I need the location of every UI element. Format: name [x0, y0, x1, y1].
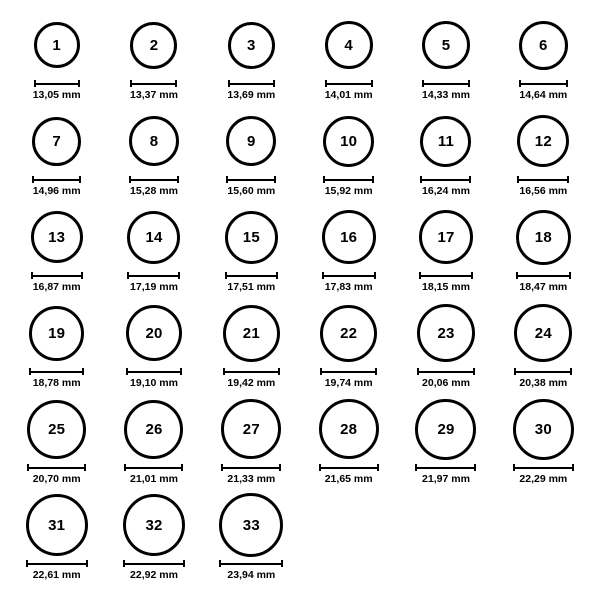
ring-size-cell [203, 110, 300, 206]
ring-circle-icon [130, 22, 177, 69]
ring-size-number: 29 [437, 420, 455, 438]
ring-circle-wrap [32, 110, 81, 172]
ring-circle-wrap [516, 206, 571, 268]
ring-dimension [323, 176, 374, 197]
ring-size-cell [397, 302, 494, 398]
diameter-label: 17,51 mm [227, 281, 276, 293]
ring-circle-wrap [422, 14, 470, 76]
ring-circle-wrap [513, 398, 574, 460]
ring-size-cell [495, 110, 592, 206]
ring-circle-icon [415, 399, 476, 460]
ring-circle-icon [221, 399, 281, 459]
ring-size-cell [495, 14, 592, 110]
diameter-label: 19,42 mm [227, 377, 276, 389]
ring-circle-wrap [27, 398, 86, 460]
dimension-arrow-icon [415, 464, 476, 471]
ring-size-cell [300, 302, 397, 398]
ring-size-number: 9 [247, 132, 256, 150]
ring-circle-wrap [26, 494, 88, 556]
dimension-arrow-icon [34, 80, 80, 87]
ring-dimension [419, 272, 473, 293]
ring-dimension [124, 464, 183, 485]
dimension-arrow-icon [419, 272, 473, 279]
ring-size-cell [203, 302, 300, 398]
ring-size-number: 32 [145, 516, 163, 534]
dimension-arrow-icon [124, 464, 183, 471]
ring-size-number: 6 [539, 36, 548, 54]
ring-size-number: 11 [437, 132, 455, 150]
ring-size-cell [300, 110, 397, 206]
ring-circle-icon [422, 21, 470, 69]
diameter-label: 14,01 mm [324, 89, 373, 101]
ring-size-cell [8, 494, 105, 590]
dimension-arrow-icon [29, 368, 84, 375]
ring-size-number: 27 [242, 420, 260, 438]
diameter-label: 17,19 mm [130, 281, 178, 293]
ring-dimension [320, 368, 377, 389]
ring-size-cell [397, 206, 494, 302]
ring-circle-wrap [129, 110, 179, 172]
ring-dimension [123, 560, 185, 581]
diameter-label: 18,78 mm [32, 377, 81, 389]
ring-size-cell [203, 206, 300, 302]
diameter-label: 14,96 mm [32, 185, 81, 197]
dimension-arrow-icon [320, 368, 377, 375]
ring-circle-icon [29, 306, 84, 361]
ring-circle-icon [26, 494, 88, 556]
diameter-label: 13,69 mm [227, 89, 276, 101]
ring-circle-wrap [127, 206, 180, 268]
diameter-label: 21,01 mm [130, 473, 178, 485]
dimension-arrow-icon [31, 272, 83, 279]
ring-circle-icon [126, 305, 182, 361]
ring-circle-wrap [130, 14, 177, 76]
ring-size-cell [397, 14, 494, 110]
ring-dimension [517, 176, 569, 197]
dimension-arrow-icon [325, 80, 373, 87]
ring-size-number: 1 [52, 36, 61, 54]
ring-dimension [127, 272, 180, 293]
dimension-arrow-icon [519, 80, 568, 87]
ring-size-number: 5 [441, 36, 451, 54]
diameter-label: 15,60 mm [227, 185, 276, 197]
ring-size-cell [203, 494, 300, 590]
ring-circle-wrap [31, 206, 83, 268]
ring-size-cell [397, 110, 494, 206]
dimension-arrow-icon [126, 368, 182, 375]
ring-circle-icon [225, 211, 278, 264]
diameter-label: 16,87 mm [32, 281, 81, 293]
ring-grid [8, 14, 592, 590]
ring-size-number: 14 [145, 228, 163, 246]
ring-size-number: 30 [534, 420, 552, 438]
ring-circle-icon [517, 115, 569, 167]
ring-dimension [226, 176, 276, 197]
ring-circle-icon [419, 210, 473, 264]
diameter-label: 22,92 mm [130, 569, 178, 581]
dimension-arrow-icon [26, 560, 88, 567]
diameter-label: 17,83 mm [324, 281, 373, 293]
ring-size-number: 24 [534, 324, 552, 342]
ring-circle-icon [129, 116, 179, 166]
ring-dimension [29, 368, 84, 389]
ring-size-cell [203, 398, 300, 494]
ring-size-number: 15 [242, 228, 260, 246]
diameter-label: 21,97 mm [422, 473, 470, 485]
ring-dimension [322, 272, 376, 293]
ring-circle-wrap [228, 14, 275, 76]
dimension-arrow-icon [422, 80, 470, 87]
dimension-arrow-icon [219, 560, 283, 567]
ring-dimension [32, 176, 81, 197]
diameter-label: 16,24 mm [422, 185, 470, 197]
ring-dimension [422, 80, 470, 101]
ring-dimension [27, 464, 86, 485]
diameter-label: 18,15 mm [422, 281, 470, 293]
ring-size-number: 4 [344, 36, 353, 54]
dimension-arrow-icon [513, 464, 574, 471]
diameter-label: 14,33 mm [422, 89, 470, 101]
ring-circle-icon [226, 116, 276, 166]
dimension-arrow-icon [223, 368, 280, 375]
diameter-label: 13,05 mm [32, 89, 81, 101]
ring-size-number: 3 [247, 36, 256, 54]
ring-size-cell [8, 302, 105, 398]
ring-circle-icon [513, 399, 574, 460]
ring-circle-wrap [223, 302, 280, 364]
diameter-label: 18,47 mm [519, 281, 568, 293]
diameter-label: 13,37 mm [130, 89, 178, 101]
ring-circle-wrap [322, 206, 376, 268]
ring-circle-wrap [519, 14, 568, 76]
ring-size-number: 8 [149, 132, 159, 150]
ring-circle-wrap [123, 494, 185, 556]
ring-dimension [420, 176, 471, 197]
ring-circle-wrap [226, 110, 276, 172]
ring-circle-icon [325, 21, 373, 69]
dimension-arrow-icon [130, 80, 177, 87]
ring-size-cell [8, 14, 105, 110]
diameter-label: 20,70 mm [32, 473, 81, 485]
ring-size-number: 26 [145, 420, 163, 438]
ring-size-number: 16 [340, 228, 358, 246]
diameter-label: 20,38 mm [519, 377, 568, 389]
ring-dimension [514, 368, 572, 389]
dimension-arrow-icon [323, 176, 374, 183]
ring-size-cell [300, 14, 397, 110]
ring-dimension [225, 272, 278, 293]
ring-dimension [223, 368, 280, 389]
ring-size-number: 12 [534, 132, 552, 150]
ring-size-cell [300, 398, 397, 494]
diameter-label: 14,64 mm [519, 89, 568, 101]
ring-circle-icon [516, 210, 571, 265]
ring-circle-wrap [517, 110, 569, 172]
ring-circle-icon [322, 210, 376, 264]
ring-size-cell [495, 206, 592, 302]
ring-circle-wrap [419, 206, 473, 268]
ring-circle-icon [31, 211, 83, 263]
ring-dimension [325, 80, 373, 101]
ring-circle-wrap [323, 110, 374, 172]
dimension-arrow-icon [319, 464, 379, 471]
ring-circle-icon [124, 400, 183, 459]
ring-dimension [417, 368, 475, 389]
dimension-arrow-icon [417, 368, 475, 375]
diameter-label: 22,61 mm [32, 569, 81, 581]
ring-size-number: 21 [242, 324, 260, 342]
ring-size-cell [203, 14, 300, 110]
ring-circle-wrap [420, 110, 471, 172]
diameter-label: 22,29 mm [519, 473, 568, 485]
dimension-arrow-icon [322, 272, 376, 279]
ring-size-cell [300, 206, 397, 302]
ring-circle-wrap [34, 14, 80, 76]
ring-circle-icon [27, 400, 86, 459]
dimension-arrow-icon [127, 272, 180, 279]
ring-size-number: 19 [48, 324, 66, 342]
ring-circle-wrap [415, 398, 476, 460]
ring-dimension [513, 464, 574, 485]
ring-dimension [516, 272, 571, 293]
ring-circle-icon [519, 21, 568, 70]
ring-circle-wrap [219, 494, 283, 556]
ring-circle-icon [223, 305, 280, 362]
ring-size-number: 17 [437, 228, 455, 246]
ring-circle-icon [417, 304, 475, 362]
ring-circle-icon [420, 116, 471, 167]
ring-dimension [221, 464, 281, 485]
ring-size-cell [8, 398, 105, 494]
ring-circle-wrap [225, 206, 278, 268]
ring-size-number: 28 [340, 420, 358, 438]
ring-circle-icon [514, 304, 572, 362]
ring-dimension [130, 80, 178, 101]
ring-dimension [219, 560, 283, 581]
ring-dimension [227, 80, 275, 101]
ring-circle-icon [34, 22, 80, 68]
ring-circle-icon [323, 116, 374, 167]
dimension-arrow-icon [123, 560, 185, 567]
ring-dimension [126, 368, 182, 389]
ring-size-cell [105, 302, 202, 398]
ring-circle-icon [123, 494, 185, 556]
ring-dimension [129, 176, 179, 197]
ring-circle-wrap [325, 14, 373, 76]
diameter-label: 21,65 mm [324, 473, 373, 485]
ring-circle-icon [228, 22, 275, 69]
ring-circle-wrap [124, 398, 183, 460]
dimension-arrow-icon [514, 368, 572, 375]
ring-circle-icon [320, 305, 377, 362]
ring-dimension [26, 560, 88, 581]
ring-size-number: 10 [340, 132, 358, 150]
ring-size-number: 22 [340, 324, 358, 342]
ring-size-cell [397, 398, 494, 494]
ring-size-cell [105, 398, 202, 494]
ring-size-cell [105, 110, 202, 206]
diameter-label: 19,74 mm [324, 377, 373, 389]
ring-circle-wrap [514, 302, 572, 364]
ring-size-cell [495, 302, 592, 398]
dimension-arrow-icon [226, 176, 276, 183]
ring-size-number: 2 [149, 36, 159, 54]
ring-size-cell [105, 206, 202, 302]
ring-circle-icon [127, 211, 180, 264]
ring-circle-wrap [319, 398, 379, 460]
diameter-label: 15,28 mm [130, 185, 178, 197]
diameter-label: 16,56 mm [519, 185, 568, 197]
ring-size-number: 13 [48, 228, 66, 246]
ring-size-number: 18 [534, 228, 552, 246]
ring-size-number: 23 [437, 324, 455, 342]
ring-circle-icon [219, 493, 283, 557]
dimension-arrow-icon [420, 176, 471, 183]
diameter-label: 21,33 mm [227, 473, 276, 485]
ring-size-cell [8, 110, 105, 206]
ring-circle-wrap [126, 302, 182, 364]
ring-circle-wrap [417, 302, 475, 364]
dimension-arrow-icon [516, 272, 571, 279]
dimension-arrow-icon [517, 176, 569, 183]
ring-size-number: 20 [145, 324, 163, 342]
ring-dimension [319, 464, 379, 485]
ring-circle-wrap [221, 398, 281, 460]
diameter-label: 23,94 mm [227, 569, 276, 581]
ring-size-number: 25 [48, 420, 66, 438]
dimension-arrow-icon [129, 176, 179, 183]
dimension-arrow-icon [27, 464, 86, 471]
dimension-arrow-icon [225, 272, 278, 279]
dimension-arrow-icon [32, 176, 81, 183]
dimension-arrow-icon [228, 80, 275, 87]
ring-dimension [415, 464, 476, 485]
ring-size-cell [105, 494, 202, 590]
dimension-arrow-icon [221, 464, 281, 471]
ring-dimension [31, 272, 83, 293]
ring-size-number: 31 [48, 516, 66, 534]
diameter-label: 19,10 mm [130, 377, 178, 389]
ring-size-cell [105, 14, 202, 110]
ring-size-cell [495, 398, 592, 494]
diameter-label: 20,06 mm [422, 377, 470, 389]
ring-size-number: 7 [52, 132, 61, 150]
ring-circle-icon [319, 399, 379, 459]
diameter-label: 15,92 mm [324, 185, 373, 197]
ring-dimension [33, 80, 81, 101]
ring-size-number: 33 [242, 516, 260, 534]
ring-dimension [519, 80, 568, 101]
ring-size-cell [8, 206, 105, 302]
ring-circle-wrap [29, 302, 84, 364]
ring-circle-icon [32, 117, 81, 166]
ring-circle-wrap [320, 302, 377, 364]
